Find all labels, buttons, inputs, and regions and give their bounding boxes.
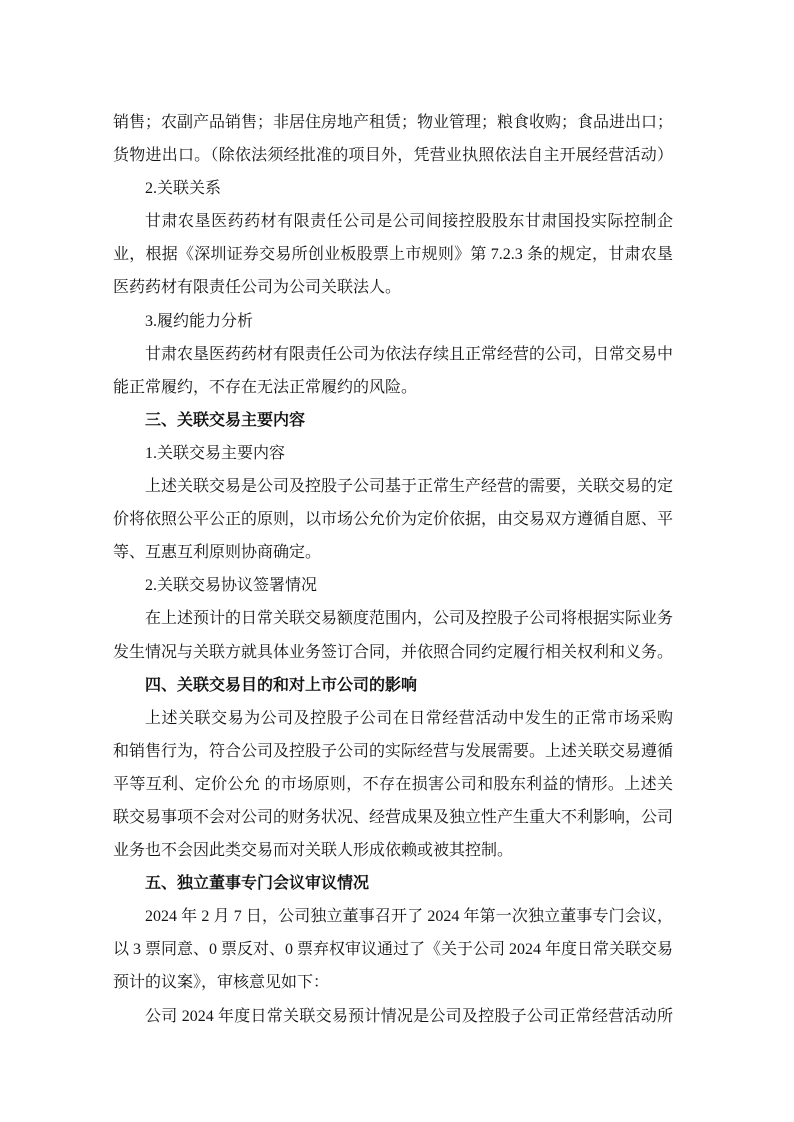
doc-line: 销售；农副产品销售；非居住房地产租赁；物业管理；粮食收购；食品进出口； — [113, 114, 674, 131]
document-text-block — [113, 106, 673, 1033]
doc-line: 能正常履约，不存在无法正常履约的风险。 — [113, 378, 418, 396]
doc-line: 平等互利、定价公允 的市场原则，不存在损害公司和股东利益的情形。上述关 — [113, 775, 673, 793]
doc-line: 甘肃农垦医药药材有限责任公司是公司间接控股股东甘肃国投实际控制企 — [145, 213, 673, 231]
doc-line: 价将依照公平公正的原则，以市场公允价为定价依据，由交易双方遵循自愿、平 — [113, 511, 674, 529]
doc-line: 货物进出口。（除依法须经批准的项目外，凭营业执照依法自主开展经营活动） — [113, 147, 673, 165]
doc-line: 联交易事项不会对公司的财务状况、经营成果及独立性产生重大不利影响，公司 — [113, 808, 674, 826]
section-heading: 四、关联交易目的和对上市公司的影响 — [145, 676, 418, 694]
doc-line: 以 3 票同意、0 票反对、0 票弃权审议通过了《关于公司 2024 年度日常关联交易 — [113, 941, 674, 959]
doc-line: 2024 年 2 月 7 日，公司独立董事召开了 2024 年第一次独立董事专门会议， — [145, 908, 673, 926]
doc-line: 甘肃农垦医药药材有限责任公司为依法存续且正常经营的公司，日常交易中 — [145, 345, 674, 363]
list-item-heading: 2.关联关系 — [145, 180, 222, 198]
list-item-heading: 1.关联交易主要内容 — [145, 444, 286, 462]
section-heading: 三、关联交易主要内容 — [145, 411, 306, 429]
doc-line: 公司 2024 年度日常关联交易预计情况是公司及控股子公司正常经营活动所 — [145, 1007, 673, 1025]
section-heading: 五、独立董事专门会议审议情况 — [145, 875, 370, 893]
doc-line: 预计的议案》，审核意见如下： — [113, 974, 330, 992]
doc-line: 医药药材有限责任公司为公司关联法人。 — [113, 279, 402, 297]
doc-line: 在上述预计的日常关联交易额度范围内，公司及控股子公司将根据实际业务 — [145, 610, 674, 628]
doc-line: 上述关联交易是公司及控股子公司基于正常生产经营的需要，关联交易的定 — [145, 478, 674, 496]
doc-line: 等、互惠互利原则协商确定。 — [113, 544, 322, 562]
list-item-heading: 3.履约能力分析 — [145, 312, 254, 330]
doc-line: 和销售行为，符合公司及控股子公司的实际经营与发展需要。上述关联交易遵循 — [113, 742, 674, 760]
doc-line: 业务也不会因此类交易而对关联人形成依赖或被其控制。 — [113, 842, 514, 860]
doc-line: 上述关联交易为公司及控股子公司在日常经营活动中发生的正常市场采购 — [145, 709, 673, 727]
doc-line: 发生情况与关联方就具体业务签订合同，并依照合同约定履行相关权利和义务。 — [113, 643, 674, 661]
doc-line: 业，根据《深圳证券交易所创业板股票上市规则》第 7.2.3 条的规定，甘肃农垦 — [113, 246, 673, 264]
list-item-heading: 2.关联交易协议签署情况 — [145, 577, 318, 595]
